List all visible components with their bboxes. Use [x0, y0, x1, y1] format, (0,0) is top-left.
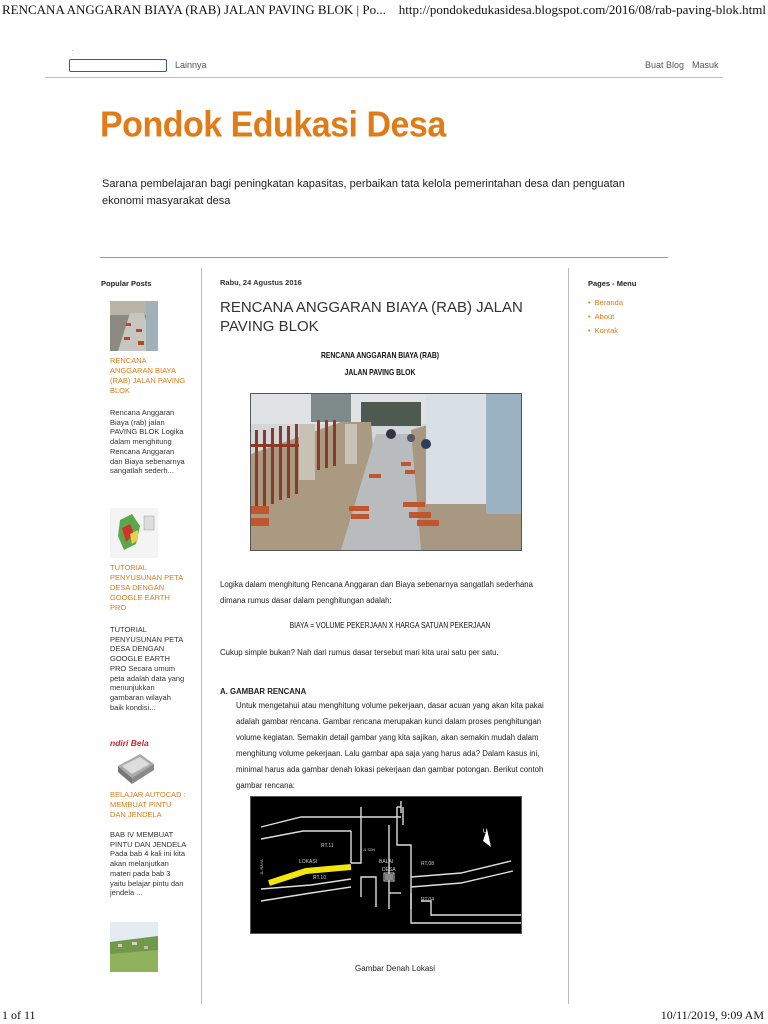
create-blog-link[interactable]: Buat Blog: [645, 60, 685, 70]
menu-item-label[interactable]: Beranda: [594, 298, 623, 307]
post-heading-line-2: JALAN PAVING BLOK: [344, 367, 416, 377]
post-heading-line-1: RENCANA ANGGARAN BIAYA (RAB): [320, 350, 440, 360]
map-label-balai: BALAI: [379, 859, 394, 865]
menu-item-label[interactable]: Kontak: [594, 326, 618, 335]
blogger-navbar: [45, 55, 723, 78]
page-count: 1 of 11: [2, 1008, 36, 1022]
popular-post-title-2[interactable]: TUTORIAL PENYUSUNAN PETA DESA DENGAN GOOGLE EARTH PRO: [110, 563, 183, 612]
section-a-heading: A. GAMBAR RENCANA: [220, 687, 307, 696]
map-label-rt08: RT.08: [421, 861, 434, 867]
bullet-icon: •: [588, 326, 591, 335]
bullet-icon: •: [588, 298, 591, 307]
right-column-divider: [568, 268, 569, 1004]
url-header: http://pondokedukasidesa.blogspot.com/2016/08/rab-paving-blok.html: [398, 2, 766, 17]
popular-post-thumb-3[interactable]: [110, 738, 158, 788]
page-title-header: RENCANA ANGGARAN BIAYA (RAB) JALAN PAVING BLOK | Po...: [2, 2, 386, 17]
map-label-desa: DESA: [382, 867, 396, 873]
site-plan-drawing: [250, 796, 522, 934]
post-paragraph-3: Untuk mengetahui atau menghitung volume pekerjaan, dasar acuan yang akan kita pakai adalah gambar rencana. Gambar rencana merupakan kunci dalam proses penghitungan volume kegiatan. Semakin detail gambar yang kita sajikan, akan semakin mudah dalam menghitung volume pekerjaan. Lalu gambar apa saja yang harus ada? Dalam kasus ini, minimal harus ada gambar denah lokasi pekerjaan dan gambar potongan. Berikut contoh gambar rencana:: [236, 701, 544, 790]
map-north-arrow: U: [483, 829, 488, 835]
popular-post-snippet-1: Rencana Anggaran Biaya (rab) jalan PAVING BLOK Logika dalam menghitung Rencana Anggaran dan Biaya sebenarnya sangatlah sederh...: [110, 408, 185, 476]
post-paragraph-1: Logika dalam menghitung Rencana Anggaran dan Biaya sebenarnya sangatlah sederhana dimana rumus dasar dalam penghitungan adalah:: [220, 580, 533, 605]
blog-description: Sarana pembelajaran bagi peningkatan kapasitas, perbaikan tata kelola pemerintahan desa dan penguatan ekonomi masyarakat desa: [102, 178, 625, 207]
popular-post-title-1[interactable]: RENCANA ANGGARAN BIAYA (RAB) JALAN PAVING BLOK: [110, 356, 186, 395]
popular-post-thumb-4[interactable]: [110, 922, 158, 972]
paving-photo: [250, 393, 522, 551]
print-timestamp: 10/11/2019, 9:09 AM: [660, 1008, 764, 1022]
popular-post-title-3[interactable]: BELAJAR AUTOCAD : MEMBUAT PINTU DAN JENDELA: [110, 790, 186, 819]
map-label-main-road: JL.RAYA: [259, 859, 264, 875]
map-label-jl-sdn: JL SDN: [363, 848, 375, 852]
left-column-divider: [201, 268, 202, 1004]
popular-post-snippet-2: TUTORIAL PENYUSUNAN PETA DESA DENGAN GOOGLE EARTH PRO Secara umum peta adalah data yang menunjukkan gambaran wilayah baik kondisi...: [110, 625, 185, 712]
menu-item-beranda[interactable]: [588, 298, 623, 307]
blog-logo[interactable]: Pondok Edukasi Desa: [100, 105, 446, 145]
post-formula: BIAYA = VOLUME PEKERJAAN X HARGA SATUAN PEKERJAAN: [289, 620, 491, 630]
post-paragraph-2: Cukup simple bukan? Nah dari rumus dasar tersebut mari kita urai satu per satu.: [220, 648, 499, 657]
figure-caption: Gambar Denah Lokasi: [355, 964, 436, 973]
sign-in-link[interactable]: Masuk: [692, 60, 719, 70]
popular-post-thumb-1[interactable]: [110, 301, 158, 351]
thumb-3-label: ndiri Bela: [110, 738, 149, 748]
menu-item-about[interactable]: [588, 312, 614, 321]
pages-menu-heading: Pages - Menu: [588, 279, 637, 288]
post-date: Rabu, 24 Agustus 2016: [220, 278, 302, 287]
bullet-icon: •: [588, 312, 591, 321]
map-label-rt11: RT.11: [321, 843, 334, 849]
popular-post-snippet-3: BAB IV MEMBUAT PINTU DAN JENDELA Pada bab 4 kali ini kita akan melanjutkan materi pada bab 3 yaitu belajar pintu dan jendela ...: [110, 830, 186, 898]
more-link[interactable]: Lainnya: [175, 60, 207, 70]
map-label-rt04: RT.04: [421, 897, 434, 903]
menu-item-kontak[interactable]: [588, 326, 618, 335]
post-title[interactable]: RENCANA ANGGARAN BIAYA (RAB) JALAN PAVING BLOK: [220, 299, 523, 335]
map-label-rt10: RT.10: [313, 875, 326, 881]
menu-item-label[interactable]: About: [594, 312, 615, 321]
map-label-lokasi: LOKASI: [299, 859, 318, 865]
popular-post-thumb-2[interactable]: [110, 508, 158, 558]
navbar-search-input[interactable]: [69, 59, 167, 72]
navbar-dot: .: [72, 47, 74, 53]
header-divider: [100, 257, 668, 258]
popular-posts-heading: Popular Posts: [101, 279, 152, 288]
